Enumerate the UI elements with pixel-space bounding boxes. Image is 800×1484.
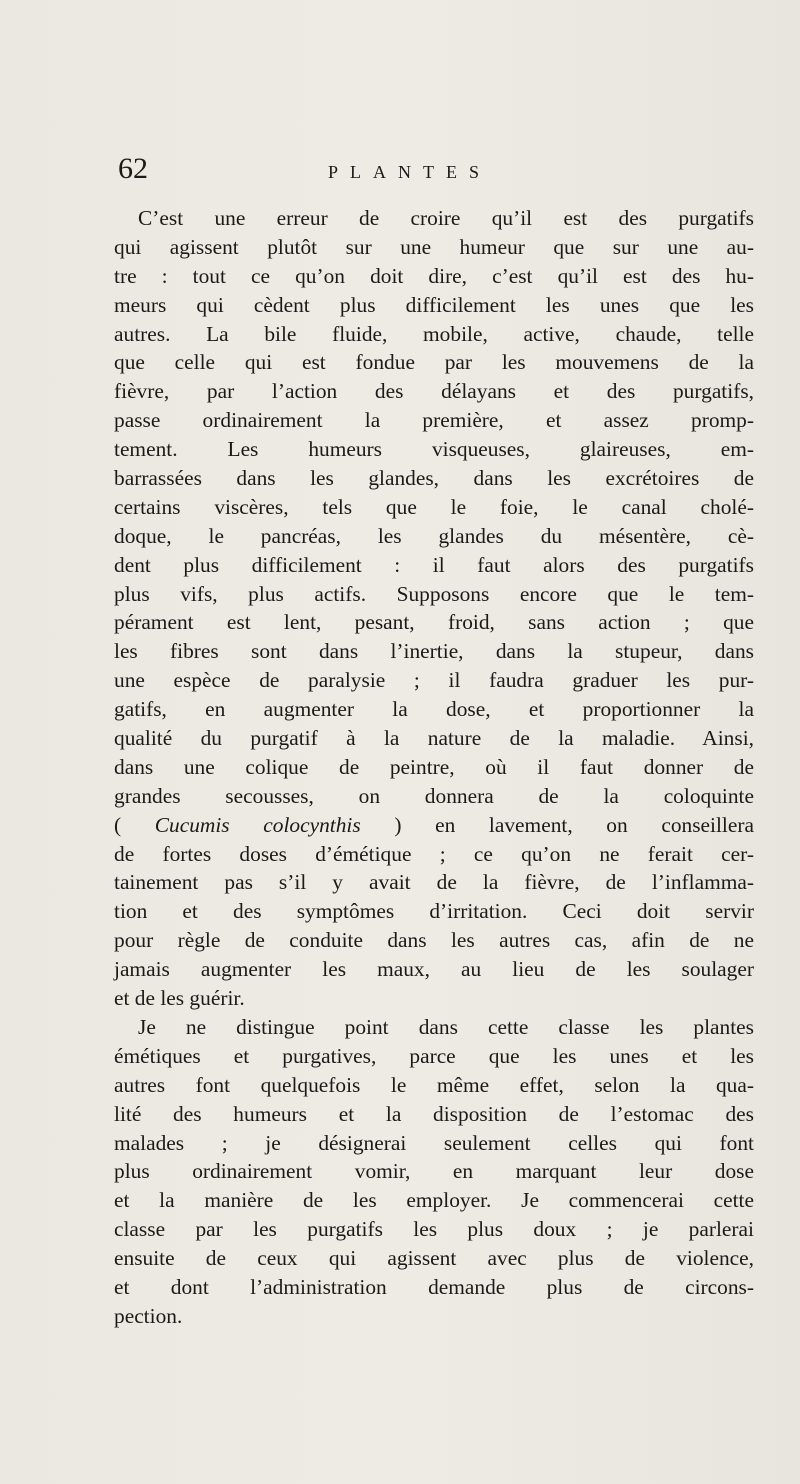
text-line: autres font quelquefois le même effet, selon la qua- (114, 1072, 754, 1097)
text-line: autres. La bile fluide, mobile, active, chaude, telle (114, 321, 754, 346)
text-line: plus ordinairement vomir, en marquant leur dose (114, 1159, 754, 1184)
text-line: qualité du purgatif à la nature de la maladie. Ainsi, (114, 726, 754, 751)
text-line: tainement pas s’il y avait de la fièvre, de l’inflamma- (114, 870, 754, 895)
page-header (118, 152, 758, 192)
text-line: malades ; je désignerai seulement celles qui font (114, 1130, 754, 1155)
text-line: de fortes doses d’émétique ; ce qu’on ne ferait cer- (114, 841, 754, 866)
text-line: tement. Les humeurs visqueuses, glaireuses, em- (114, 437, 754, 462)
text-line: tre : tout ce qu’on doit dire, c’est qu’il est des hu- (114, 263, 754, 288)
text-line: grandes secousses, on donnera de la coloquinte (114, 783, 754, 808)
text-line: qui agissent plutôt sur une humeur que sur une au- (114, 234, 754, 259)
text-line: pérament est lent, pesant, froid, sans action ; que (114, 610, 754, 635)
page-number: 62 (118, 152, 148, 185)
text-line: Je ne distingue point dans cette classe les plantes (138, 1014, 754, 1039)
botanical-name: Cucumis colocynthis (154, 812, 361, 837)
text-line: lité des humeurs et la disposition de l’estomac des (114, 1101, 754, 1126)
running-head: PLANTES (328, 162, 492, 182)
text-line: gatifs, en augmenter la dose, et proportionner la (114, 697, 754, 722)
text-line: dent plus difficilement : il faut alors des purgatifs (114, 552, 754, 577)
text-line: émétiques et purgatives, parce que les unes et les (114, 1043, 754, 1068)
text-line: ( Cucumis colocynthis ) en lavement, on conseillera (114, 812, 754, 837)
text-line: jamais augmenter les maux, au lieu de les soulager (114, 957, 754, 982)
text-line: pour règle de conduite dans les autres cas, afin de ne (114, 928, 754, 953)
text-line: doque, le pancréas, les glandes du mésentère, cè- (114, 523, 754, 548)
body-text (114, 204, 754, 1331)
text-line: passe ordinairement la première, et assez promp- (114, 408, 754, 433)
text-line: dans une colique de peintre, où il faut donner de (114, 754, 754, 779)
text-line: et la manière de les employer. Je commencerai cette (114, 1188, 754, 1213)
text-line: et dont l’administration demande plus de circons- (114, 1274, 754, 1299)
text-line: barrassées dans les glandes, dans les excrétoires de (114, 466, 754, 491)
text-line: et de les guérir. (114, 986, 245, 1011)
text-line: classe par les purgatifs les plus doux ; je parlerai (114, 1217, 754, 1242)
text-line: que celle qui est fondue par les mouvemens de la (114, 350, 754, 375)
text-line: tion et des symptômes d’irritation. Ceci doit servir (114, 899, 754, 924)
text-line: pection. (114, 1303, 183, 1328)
text-line: C’est une erreur de croire qu’il est des purgatifs (138, 206, 754, 230)
text-line: plus vifs, plus actifs. Supposons encore que le tem- (114, 581, 754, 606)
text-line: les fibres sont dans l’inertie, dans la stupeur, dans (114, 639, 754, 664)
text-line: fièvre, par l’action des délayans et des purgatifs, (114, 379, 754, 404)
text-line: meurs qui cèdent plus difficilement les unes que les (114, 292, 754, 317)
text-line: certains viscères, tels que le foie, le canal cholé- (114, 494, 754, 519)
text-line: ensuite de ceux qui agissent avec plus de violence, (114, 1246, 754, 1271)
text-line: une espèce de paralysie ; il faudra graduer les pur- (114, 668, 754, 693)
